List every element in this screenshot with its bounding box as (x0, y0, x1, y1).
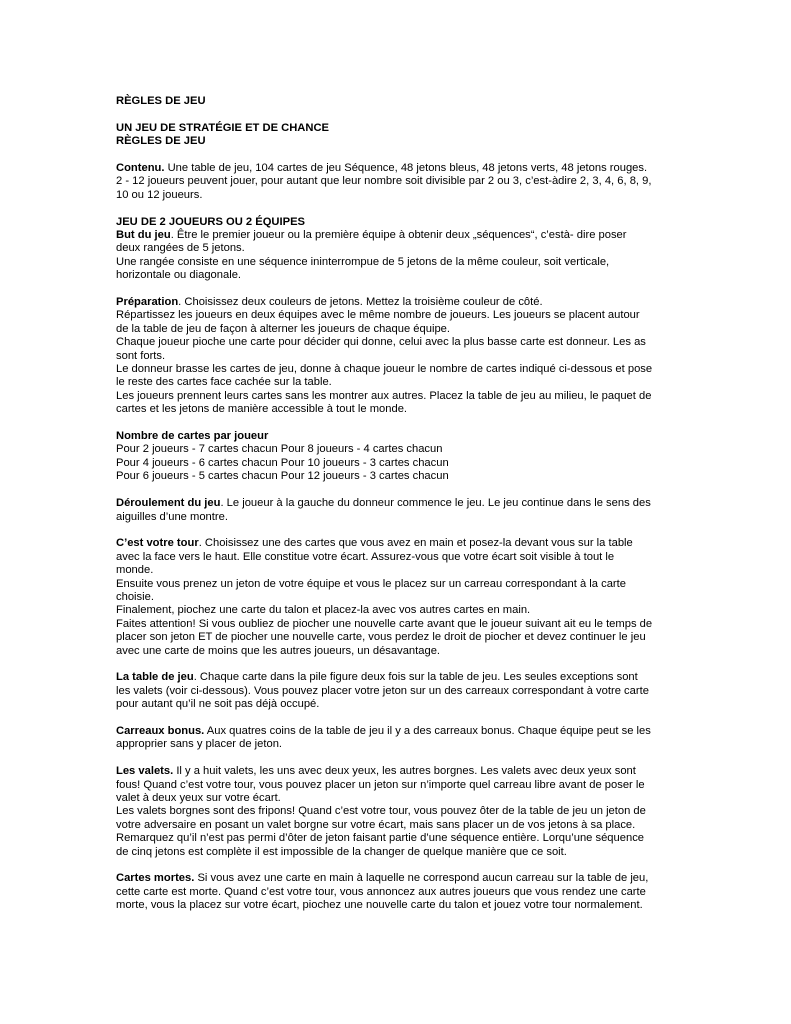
paragraph-line (116, 725, 681, 738)
paragraph-line (116, 296, 681, 309)
paragraph-line: approprier sans y placer de jeton. (116, 738, 283, 751)
document-subtitle: UN JEU DE STRATÉGIE ET DE CHANCE (116, 121, 329, 134)
paragraph-line: Pour 4 joueurs - 6 cartes chacun Pour 10 joueurs - 3 cartes chacun (116, 456, 449, 469)
paragraph-line: cette carte est morte. Quand c’est votre tour, vous annoncez aux autres joueurs que vous rendez une carte (116, 885, 646, 898)
paragraph-line: Pour 2 joueurs - 7 cartes chacun Pour 8 joueurs - 4 cartes chacun (116, 443, 443, 456)
paragraph-line: Finalement, piochez une carte du talon et placez-la avec vos autres cartes en main. (116, 604, 531, 617)
paragraph-line: Pour 6 joueurs - 5 cartes chacun Pour 12 joueurs - 3 cartes chacun (116, 470, 449, 483)
paragraph-text: Il y a huit valets, les uns avec deux yeux, les autres borgnes. Les valets avec deux yeux sont (173, 765, 636, 778)
paragraph-line (116, 162, 681, 175)
section-nombre-cartes (116, 430, 681, 484)
section-contenu (116, 162, 681, 202)
spacer (116, 202, 681, 215)
section-label: Contenu. (116, 162, 165, 174)
paragraph-line: pour autant qu’il ne soit pas déjà occupé. (116, 698, 320, 711)
document-subtitle-2: RÈGLES DE JEU (116, 135, 206, 148)
spacer (116, 484, 681, 497)
paragraph-line: votre adversaire en posant un valet borgne sur votre écart, mais sans placer un de vos jetons à sa place. (116, 818, 636, 831)
paragraph-line: choisie. (116, 590, 154, 603)
paragraph-line: Les joueurs prennent leurs cartes sans les montrer aux autres. Placez la table de jeu au milieu, le paquet de (116, 389, 652, 402)
paragraph-line (116, 671, 681, 684)
section-label: Cartes mortes. (116, 872, 195, 885)
spacer (116, 417, 681, 430)
paragraph-line: les valets (voir ci-dessous). Vous pouvez placer votre jeton sur un des carreaux correspondant à votre carte (116, 684, 649, 697)
document-title: RÈGLES DE JEU (116, 95, 206, 107)
paragraph-line (116, 765, 681, 778)
paragraph-line: aiguilles d’une montre. (116, 510, 228, 523)
paragraph-text: Aux quatres coins de la table de jeu il y a des carreaux bonus. Chaque équipe peut se les (204, 724, 651, 737)
paragraph-line: le reste des cartes face cachée sur la table. (116, 376, 332, 389)
section-preparation (116, 296, 681, 417)
spacer (116, 149, 681, 162)
paragraph-line: Répartissez les joueurs en deux équipes avec le même nombre de joueurs. Les joueurs se placent autour (116, 309, 640, 322)
section-2-joueurs (116, 216, 681, 283)
section-carreaux-bonus (116, 725, 681, 752)
paragraph-line: Ensuite vous prenez un jeton de votre équipe et vous le placez sur un carreau correspondant à la carte (116, 577, 626, 590)
paragraph-line: valet à deux yeux sur votre écart. (116, 791, 281, 804)
paragraph-line: horizontale ou diagonale. (116, 269, 242, 282)
section-valets (116, 765, 681, 859)
paragraph-line: 2 - 12 joueurs peuvent jouer, pour autant que leur nombre soit divisible par 2 ou 3, c’est-àdire 2, 3, 4, 6, 8, 9, (116, 175, 652, 188)
spacer (116, 524, 681, 537)
paragraph-line (116, 497, 681, 510)
section-heading: Nombre de cartes par joueur (116, 430, 269, 443)
spacer (116, 283, 681, 296)
section-heading: JEU DE 2 JOUEURS OU 2 ÉQUIPES (116, 215, 306, 228)
paragraph-line: Faites attention! Si vous oubliez de piocher une nouvelle carte avant que le joueur suivant ait eu le temps de (116, 617, 653, 630)
section-label: La table de jeu (116, 671, 194, 684)
spacer (116, 752, 681, 765)
paragraph-line: monde. (116, 564, 154, 577)
paragraph-text: Si vous avez une carte en main à laquelle ne correspond aucun carreau sur la table de jeu, (194, 872, 649, 885)
paragraph-line: avec la face vers le haut. Elle constitue votre écart. Assurez-vous que votre écart soit visible à tout le (116, 550, 615, 563)
paragraph-line: deux rangées de 5 jetons. (116, 242, 245, 255)
paragraph-line: morte, vous la placez sur votre écart, piochez une nouvelle carte du talon et jouez votre tour normalement. (116, 899, 643, 912)
section-votre-tour (116, 537, 681, 658)
paragraph-text: Une table de jeu, 104 cartes de jeu Séquence, 48 jetons bleus, 48 jetons verts, 48 jetons rouges. (164, 162, 648, 174)
paragraph-line: de cinq jetons est complète il est impossible de la changer de quelque manière que ce soit. (116, 845, 567, 858)
section-label: Déroulement du jeu (116, 497, 221, 510)
paragraph-text: . Chaque carte dans la pile figure deux fois sur la table de jeu. Les seules exceptions sont (193, 671, 638, 684)
paragraph-line: Une rangée consiste en une séquence ininterrompue de 5 jetons de la même couleur, soit verticale, (116, 255, 610, 268)
paragraph-line: 10 ou 12 joueurs. (116, 188, 203, 201)
section-deroulement (116, 497, 681, 524)
paragraph-text: . Choisissez deux couleurs de jetons. Mettez la troisième couleur de côté. (178, 296, 543, 309)
section-label: Les valets. (116, 765, 174, 778)
paragraph-line: Les valets borgnes sont des fripons! Quand c’est votre tour, vous pouvez ôter de la table de jeu un jeton de (116, 805, 646, 818)
spacer (116, 658, 681, 671)
paragraph-text: . Le joueur à la gauche du donneur commence le jeu. Le jeu continue dans le sens des (220, 497, 651, 510)
paragraph-line: cartes et les jetons de manière accessible à tout le monde. (116, 403, 408, 416)
paragraph-line: fous! Quand c’est votre tour, vous pouvez placer un jeton sur n’importe quel carreau libre avant de poser le (116, 778, 645, 791)
spacer (116, 859, 681, 872)
paragraph-line (116, 537, 681, 550)
paragraph-line: sont forts. (116, 349, 166, 362)
spacer (116, 108, 681, 121)
document-content (116, 95, 681, 913)
section-label: C’est votre tour (116, 537, 199, 550)
section-cartes-mortes (116, 872, 681, 912)
paragraph-line (116, 229, 681, 242)
paragraph-line: Le donneur brasse les cartes de jeu, donne à chaque joueur le nombre de cartes indiqué ci-dessous et pose (116, 363, 653, 376)
paragraph-text: . Être le premier joueur ou la première équipe à obtenir deux „séquences“, c’està- dire poser (170, 229, 627, 242)
section-label: But du jeu (116, 229, 171, 242)
paragraph-line: placer son jeton ET de piocher une nouvelle carte, vous perdez le droit de piocher et devez continuer le jeu (116, 631, 646, 644)
paragraph-line: Chaque joueur pioche une carte pour décider qui donne, celui avec la plus basse carte est donneur. Les as (116, 336, 646, 349)
paragraph-line (116, 872, 681, 885)
section-label: Carreaux bonus. (116, 724, 205, 737)
paragraph-line: avec une carte de moins que les autres joueurs, un désavantage. (116, 644, 441, 657)
spacer (116, 712, 681, 725)
section-table-de-jeu (116, 671, 681, 711)
paragraph-line: Remarquez qu’il n’est pas permi d’ôter de jeton faisant partie d’une séquence entière. Lorqu’une séquence (116, 832, 645, 845)
section-label: Préparation (116, 296, 179, 309)
paragraph-line: de la table de jeu de façon à alterner les joueurs de chaque équipe. (116, 322, 451, 335)
paragraph-text: . Choisissez une des cartes que vous avez en main et posez-la devant vous sur la table (198, 537, 633, 550)
